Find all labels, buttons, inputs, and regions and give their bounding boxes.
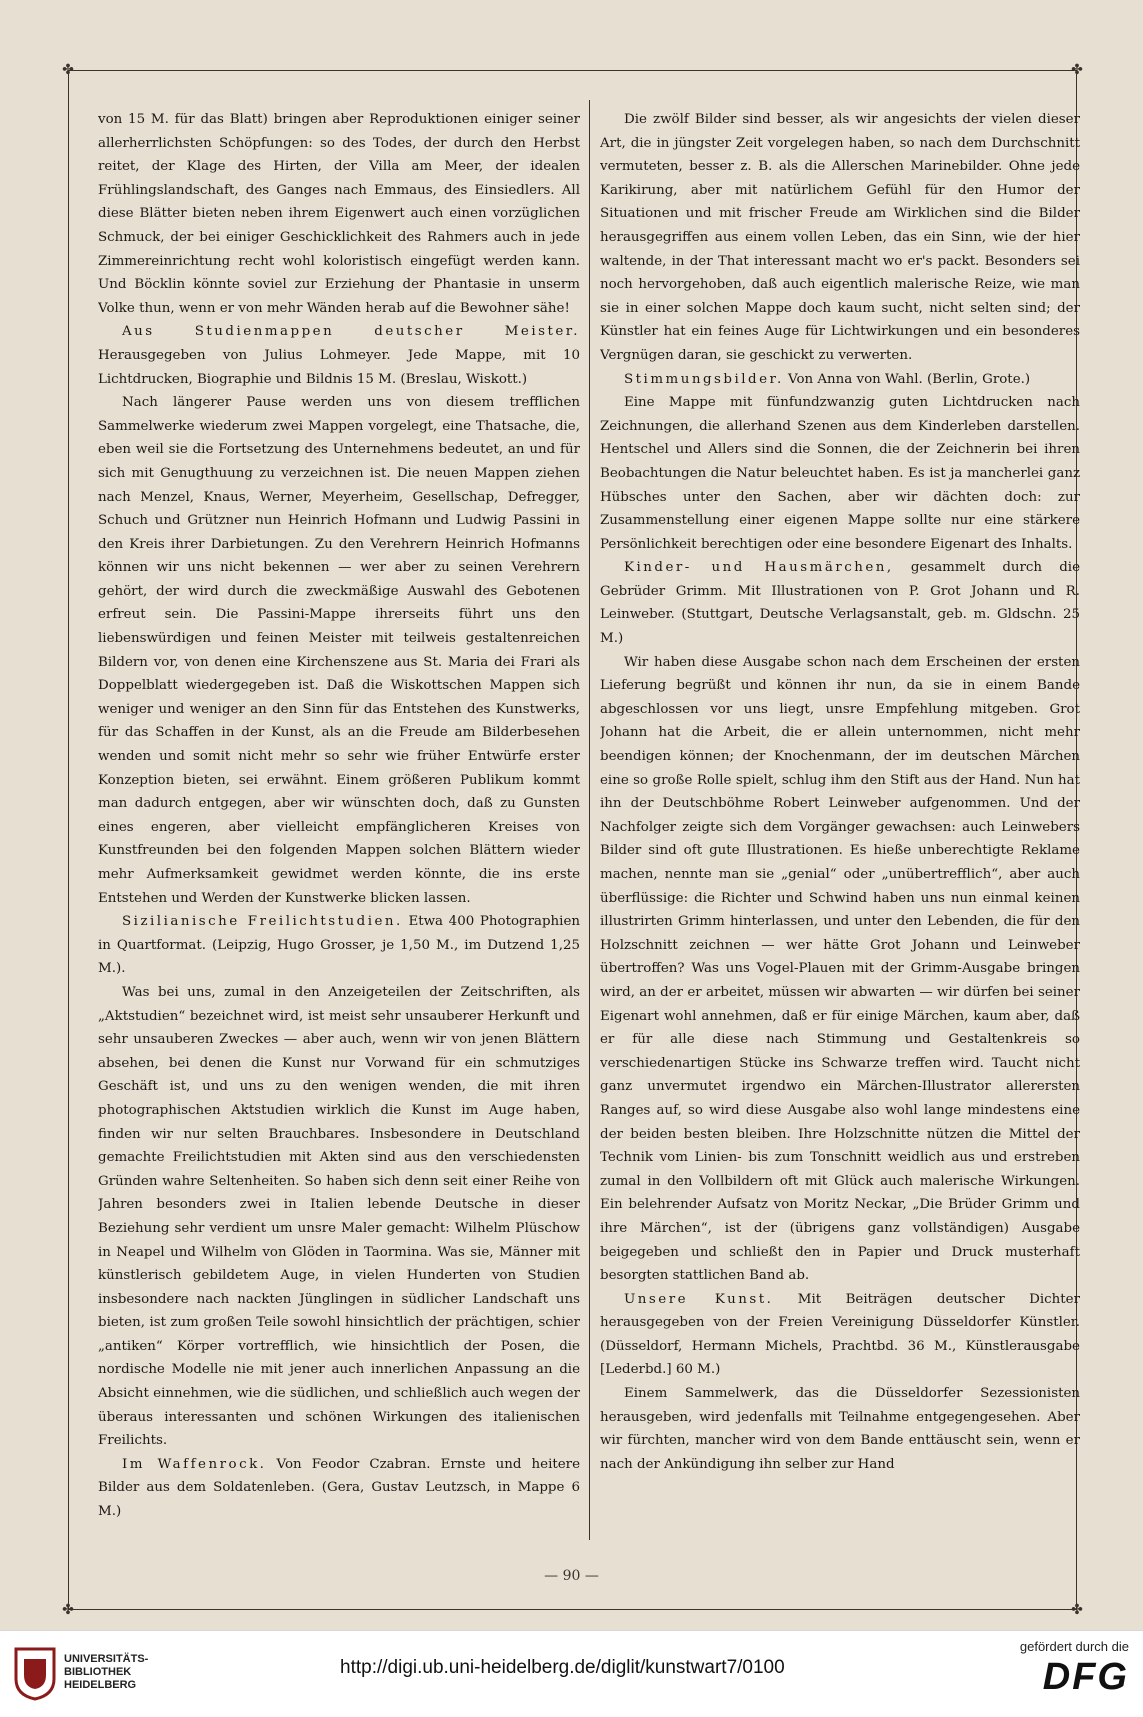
paragraph: Was bei uns, zumal in den Anzeigeteilen der Zeitschriften, als „Aktstudien“ bezeichnet wird, ist meist sehr unsauberer Herkunft und sehr unsauberen Zweckes — aber auch, wenn wir von jenen Blättern absehen, bei denen die Kunst nur Vorwand für ein schmutziges Geschäft ist, und uns zu den wenigen wenden, die mit ihren photographischen Aktstudien wirklich die Kunst im Auge haben, finden wir nur selten Brauchbares. Insbesondere in Deutschland gemachte Freilichtstudien mit Akten sind aus den verschiedensten Gründen wahre Seltenheiten. So haben sich denn seit einer Reihe von Jahren besonders zwei in Italien lebende Deutsche in dieser Beziehung sehr verdient um unsre Maler gemacht: Wilhelm Plüschow in Neapel und Wilhelm von Glöden in Taormina. Was sie, Männer mit künstlerisch gebildetem Auge, in vielen Hunderten von Studien insbesondere nach nackten Jünglingen in südlicher Landschaft uns bieten, ist zum großen Teile sowohl hinsichtlich der prächtigen, schier „antiken“ Körper vortrefflich, wie hinsichtlich der Posen, die nordische Modelle nie mit jener auch innerlichen Anpassung an die Absicht einnehmen, wie die südlichen, und schließlich auch wegen der überaus interessanten und schönen Wirkungen des italienischen Freilichts.	[98, 984, 580, 1449]
paragraph: Eine Mappe mit fünfundzwanzig guten Lichtdrucken nach Zeichnungen, die allerhand Szenen aus dem Kinderleben darstellen. Hentschel und Allers sind die Sonnen, die der Zeichnerin bei ihren Beobachtungen die Natur beleuchtet haben. Es ist ja mancherlei ganz Hübsches unter den Sachen, aber wir dächten doch: zur Zusammenstellung einer eigenen Mappe sollte nur eine stärkere Persönlichkeit berechtigen oder eine besondere Eigenart des Inhalts.	[600, 395, 1080, 552]
right-column	[600, 108, 1080, 1540]
page-number: — 90 —	[544, 1568, 599, 1584]
paragraph: Die zwölf Bilder sind besser, als wir angesichts der vielen dieser Art, die in jüngster Zeit vorgelegen haben, so nach dem Durchschnitt vermuteten, besser z. B. als die Allerschen Marinebilder. Ohne jede Karikirung, aber mit natürlichem Gefühl für den Humor der Situationen und mit frischer Freude am Wirklichen sind die Bilder herausgegriffen aus einem vollen Leben, das ein Sinn, wie der hier waltende, in der That interessant macht wo er's packt. Besonders sei noch hervorgehoben, daß auch eigentlich malerische Reize, wie man sie in einer solchen Mappe doch kaum sucht, nicht selten sind; der Künstler hat ein feines Auge für Lichtwirkungen und ein besonderes Vergnügen daran, sie geschickt zu verwerten.	[600, 112, 1080, 363]
institution-line: BIBLIOTHEK	[64, 1666, 132, 1678]
book-entry	[98, 910, 580, 981]
book-entry	[98, 320, 580, 391]
institution-name	[64, 1653, 148, 1692]
book-title: Stimmungsbilder.	[624, 371, 784, 387]
paragraph: Nach längerer Pause werden uns von diesem trefflichen Sammelwerke wiederum zwei Mappen vorgelegt, eine Thatsache, die, eben weil sie die Fortsetzung des Unternehmens bedeutet, an und für sich mit Genugthuung zu verzeichnen ist. Die neuen Mappen ziehen nach Menzel, Knaus, Werner, Meyerheim, Gesellschap, Defregger, Schuch und Grützner nun Heinrich Hofmann und Ludwig Passini in den Kreis ihrer Darbietungen. Zu den Verehrern Heinrich Hofmanns können wir uns nicht bekennen — wer aber zu seinen Verehrern gehört, der wird durch die zweckmäßige Auswahl des Gebotenen erfreut sein. Die Passini-Mappe ihrerseits führt uns den liebenswürdigen und feinen Meister mit teilweis gestaltenreichen Bildern vor, von denen eine Kirchenszene aus St. Maria dei Frari als Doppelblatt wiedergegeben ist. Daß die Wiskottschen Mappen sich weniger und weniger an den Sinn für das Entstehen des Kunstwerks, für das Schaffen in der Kunst, als an die Freude am Bilderbesehen wenden und somit nicht mehr so sehr wie früher Entwürfe erster Konzeption bieten, sei erwähnt. Einem größeren Publikum kommt man dadurch entgegen, aber wir wünschten doch, daß zu Gunsten eines engeren, aber vielleicht empfänglicheren Kreises von Kunstfreunden bei den folgenden Mappen solchen Blättern wieder mehr Aufmerksamkeit gewidmet werden könnte, die ins erste Entstehen und Werden der Kunstwerke blicken lassen.	[98, 395, 580, 906]
book-entry	[98, 1453, 580, 1524]
book-title: Sizilianische Freilichtstudien.	[122, 914, 403, 930]
university-seal-icon	[12, 1645, 58, 1701]
book-entry	[600, 556, 1080, 650]
book-details: Etwa 400 Photographien in Quartformat. (Leipzig, Hugo Grosser, je 1,50 M., im Dutzend 1,25 M.).	[98, 914, 580, 977]
permalink-url[interactable]: http://digi.ub.uni-heidelberg.de/diglit/kunstwart7/0100	[340, 1657, 785, 1678]
book-details: Mit Beiträgen deutscher Dichter herausgegeben von der Freien Vereinigung Düsseldorfer Künstler. (Düsseldorf, Hermann Michels, Prachtbd. 36 M., Künstlerausgabe [Lederbd.] 60 M.)	[600, 1291, 1080, 1378]
book-details: Herausgegeben von Julius Lohmeyer. Jede Mappe, mit 10 Lichtdrucken, Biographie und Bildnis 15 M. (Breslau, Wiskott.)	[98, 347, 580, 387]
corner-ornament-icon: ✤	[1071, 62, 1083, 78]
book-title: Kinder- und Hausmärchen,	[624, 560, 894, 576]
corner-ornament-icon: ✤	[1071, 1602, 1083, 1618]
book-title: Unsere Kunst.	[624, 1291, 774, 1307]
paragraph: Wir haben diese Ausgabe schon nach dem Erscheinen der ersten Lieferung begrüßt und können ihr nun, da sie in einem Bande abgeschlossen vor uns liegt, unsre Empfehlung mitgeben. Grot Johann hat die Arbeit, die er allein unternommen, nicht mehr beendigen können; der Knochenmann, der im deutschen Märchen eine so große Rolle spielt, schlug ihm den Stift aus der Hand. Nun hat ihn der Deutschböhme Robert Leinweber aufgenommen. Und der Nachfolger zeigte sich dem Vorgänger gewachsen: auch Leinwebers Bilder sind oft gute Illustrationen. Es hieße unberechtigte Reklame machen, nennte man sie „genial“ oder „unübertrefflich“, aber auch überflüssige: die Richter und Schwind haben uns nun einmal keinen illustrirten Grimm hinterlassen, und unter den Lebenden, die für den Holzschnitt zeichnen — wer hätte Grot Johann und Leinweber übertroffen? Was uns Vogel-Plauen mit der Grimm-Ausgabe bringen wird, an der er arbeitet, müssen wir abwarten — wir dürfen bei seiner Eigenart wohl annehmen, daß er für einige Märchen, kaum aber, daß er für alle diese nach Stimmung und Gestaltenkreis so verschiedenartigen Stücke ins Schwarze treffen wird. Taucht nicht ganz unvermutet irgendwo ein Märchen-Illustrator allerersten Ranges auf, so wird diese Ausgabe also wohl lange mindestens eine der beiden besten bleiben. Ihre Holzschnitte nützen die Mittel der Technik vom Linien- bis zum Tonschnitt weidlich aus und erstreben zumal in den Vollbildern oft mit Glück auch malerische Wirkungen. Ein belehrender Aufsatz von Moritz Neckar, „Die Brüder Grimm und ihre Märchen“, ist der (übrigens ganz vollständigen) Ausgabe beigegeben und schließt den in Papier und Druck musterhaft besorgten stattlichen Band ab.	[600, 654, 1080, 1284]
institution-logo[interactable]	[12, 1645, 162, 1705]
paragraph: Einem Sammelwerk, das die Düsseldorfer Sezessionisten herausgeben, wird jedenfalls mit Teilnahme entgegengesehen. Aber wir fürchten, mancher wird von dem Bande enttäuscht sein, wenn er nach der Ankündigung ihn selber zur Hand	[600, 1386, 1080, 1472]
book-details: Von Anna von Wahl. (Berlin, Grote.)	[783, 371, 1031, 387]
dfg-logo: DFG	[1042, 1656, 1129, 1698]
left-column	[98, 108, 580, 1540]
book-title: Aus Studienmappen deutscher Meister.	[122, 324, 580, 340]
book-details: gesammelt durch die Gebrüder Grimm. Mit Illustrationen von P. Grot Johann und R. Leinweber. (Stuttgart, Deutsche Verlagsanstalt, geb. m. Gldschn. 25 M.)	[600, 560, 1080, 647]
funder-text: gefördert durch die	[1019, 1639, 1129, 1654]
book-title: Im Waffenrock.	[122, 1456, 267, 1472]
corner-ornament-icon: ✤	[62, 1602, 74, 1618]
funder-logo[interactable]	[1020, 1639, 1129, 1699]
footer-bar	[0, 1630, 1143, 1717]
column-divider	[589, 100, 590, 1540]
corner-ornament-icon: ✤	[62, 62, 74, 78]
institution-line: UNIVERSITÄTS-	[64, 1653, 149, 1665]
book-entry	[600, 368, 1080, 392]
book-details: Von Feodor Czabran. Ernste und heitere Bilder aus dem Soldatenleben. (Gera, Gustav Leutzsch, in Mappe 6 M.)	[98, 1456, 580, 1520]
book-entry	[600, 1288, 1080, 1382]
institution-line: HEIDELBERG	[64, 1679, 137, 1691]
paragraph: von 15 M. für das Blatt) bringen aber Reproduktionen einiger seiner allerherrlichsten Schöpfungen: so des Todes, der durch den Herbst reitet, der Klage des Hirten, der Villa am Meer, der idealen Frühlingslandschaft, des Ganges nach Emmaus, des Einsiedlers. All diese Blätter bieten neben ihrem Eigenwert auch einen vorzüglichen Schmuck, der bei einiger Geschicklichkeit des Rahmers auch in jede Zimmereinrichtung recht wohl koloristisch eingefügt werden kann. Und Böcklin könnte soviel zur Erziehung der Phantasie in unserm Volke thun, wenn er von mehr Wänden herab auf die Bewohner sähe!	[98, 112, 580, 316]
